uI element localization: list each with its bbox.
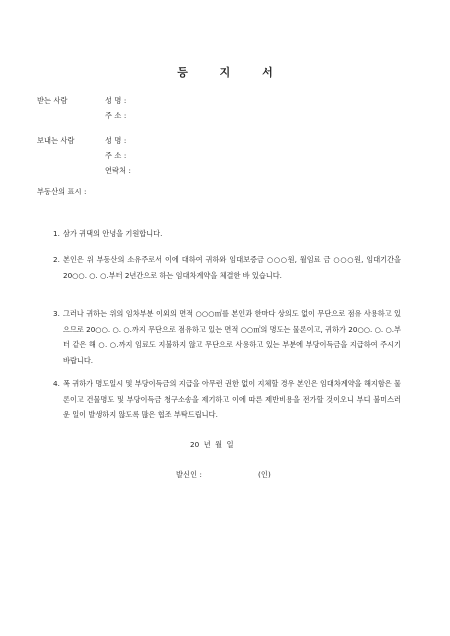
recipient-label: 받는 사람 bbox=[37, 96, 68, 105]
recipient-name-label: 성 명 : bbox=[105, 96, 127, 105]
sender-contact-label: 연락처 : bbox=[105, 166, 132, 175]
paragraph-number: 1. bbox=[53, 229, 60, 238]
sender-label: 보내는 사람 bbox=[37, 136, 75, 145]
property-label: 부동산의 표시 : bbox=[37, 187, 87, 196]
sender-name-label: 성 명 : bbox=[105, 136, 127, 145]
paragraph-4 bbox=[53, 376, 401, 423]
paragraph-number: 3. bbox=[53, 309, 60, 318]
paragraph-text: 삼가 귀댁의 안녕을 기원합니다. bbox=[63, 229, 163, 238]
date-line: 20 년 월 일 bbox=[190, 440, 234, 449]
document-title: 등 지 서 bbox=[177, 66, 287, 79]
paragraph-3 bbox=[53, 306, 401, 368]
paragraph-text: 그러나 귀하는 위의 임차부분 이외의 면적 ○○○㎡를 본인과 한마다 상의도 없이 무단으로 점유 사용하고 있으므로 20○○. ○. ○.까지 무단으로 점유하고 있는 면적 ○○㎡의 명도는 물론이고, 귀하가 20○○. ○. ○.부터 같은 해 ○. ○.까지 임료도 지불하지 않고 무단으로 사용하고 있는 부분에 부당이득금을 지급하여 주시기 바랍니다. bbox=[63, 309, 401, 365]
sender-address-label: 주 소 : bbox=[105, 151, 127, 160]
paragraph-1 bbox=[53, 226, 401, 242]
paragraph-2 bbox=[53, 252, 401, 283]
paragraph-text: 폭 귀하가 명도일시 및 부당이득금의 지급을 아무런 권한 없이 지체할 경우 본인은 임대차계약을 해지함은 물론이고 건물명도 및 부당이득금 청구소송을 제기하고 이에 따른 제반비용을 전가할 것이오니 부디 불미스러운 일이 발생하지 않도록 많은 협조 부탁드립니다. bbox=[63, 379, 401, 419]
paragraph-number: 2. bbox=[53, 255, 60, 264]
paragraph-number: 4. bbox=[53, 379, 60, 388]
seal-mark: (인) bbox=[258, 470, 271, 479]
signer-label: 발신인 : bbox=[176, 470, 203, 479]
recipient-address-label: 주 소 : bbox=[105, 111, 127, 120]
paragraph-text: 본인은 위 부동산의 소유주로서 이에 대하여 귀하와 임대보증금 ○○○원, 월임료 금 ○○○원, 임대기간을 20○○. ○. ○.부터 2년간으로 하는 임대차계약을 체결한 바 있습니다. bbox=[63, 255, 401, 280]
